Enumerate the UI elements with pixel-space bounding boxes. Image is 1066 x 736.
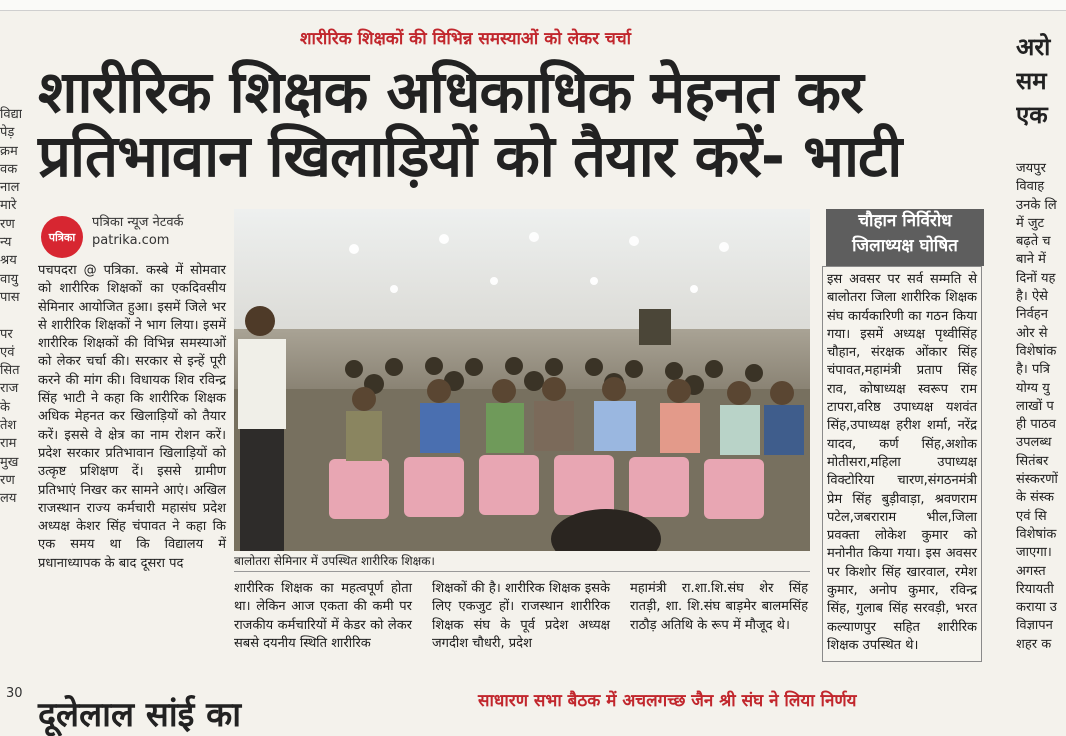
left-strip-line: वायु bbox=[0, 271, 19, 287]
article-body-row-col3: महामंत्री रा.शा.शि.संघ शेर सिंह रातड़ी, शा. शि.संघ बाड़मेर बालमसिंह राठौड़ अतिथि के रूप में मौजूद थे। bbox=[630, 581, 808, 633]
right-text-line: कराया उ bbox=[1016, 600, 1057, 616]
left-strip-line: सित bbox=[0, 363, 20, 379]
page-number: 30 bbox=[6, 686, 23, 701]
right-title-line: सम bbox=[1016, 67, 1047, 95]
right-text-line: विवाह bbox=[1016, 179, 1045, 195]
right-text-line: लाखों प bbox=[1016, 398, 1054, 414]
agency-name: पत्रिका न्यूज नेटवर्क bbox=[92, 215, 184, 230]
left-strip-line: रण bbox=[0, 472, 15, 488]
article-body-col1: पचपदरा @ पत्रिका. कस्बे में सोमवार को शारीरिक शिक्षकों का एकदिवसीय सेमिनार आयोजित हुआ। इसमें जिले भर से शारीरिक शिक्षकों ने भाग लिया। इसमें शारीरिक शिक्षकों की विभिन्न समस्याओं को लेकर चर्चा की। सरकार से इन्हें पूरी करने की मांग की। विधायक शिव रविन्द्र सिंह भाटी ने कहा कि शारीरिक शिक्षक अधिक मेहनत कर खिलाड़ियों को तैयार करें। इससे वे क्षेत्र का नाम रोशन करें। प्रदेश सरकार प्रतिभावान खिलाड़ियों को उत्कृष्ट प्रशिक्षण दें। इससे ग्रामीण प्रतिभाएं निखर कर सामने आएं। अखिल राजस्थान राज्य कर्मचारी महासंघ प्रदेश अध्यक्ष केशर सिंह चंपावत ने कहा कि एक समय था कि विद्यालय में प्रधानाध्यापक के बाद दूसरा पद bbox=[38, 263, 226, 571]
right-text-line: योग्य यु bbox=[1016, 380, 1050, 396]
left-column-fragment bbox=[0, 106, 22, 509]
left-strip-line: वक bbox=[0, 161, 18, 177]
right-text-line: एवं सि bbox=[1016, 508, 1047, 524]
sidebox-title: चौहान निर्विरोध जिलाध्यक्ष घोषित bbox=[826, 209, 984, 266]
left-strip-line: लय bbox=[0, 491, 17, 507]
agency-url: patrika.com bbox=[92, 233, 170, 248]
right-text-line: है। पत्रि bbox=[1016, 362, 1050, 378]
left-strip-line: श्रय bbox=[0, 253, 17, 269]
right-text-line: उपलब्ध bbox=[1016, 435, 1052, 451]
bottom-headline: साधारण सभा बैठक में अचलगच्छ जैन श्री संघ ने लिया निर्णय bbox=[478, 691, 857, 711]
left-strip-line: रण bbox=[0, 216, 15, 232]
right-text-line: उनके लि bbox=[1016, 197, 1057, 213]
right-text-line: में जुट bbox=[1016, 215, 1045, 231]
right-text-line: विशेषांक bbox=[1016, 526, 1057, 542]
left-strip-line: पेड़ bbox=[0, 125, 15, 141]
right-text-line: विज्ञापन bbox=[1016, 618, 1053, 634]
article-body-row-col2: शिक्षकों की है। शारीरिक शिक्षक इसके लिए एकजुट हों। राजस्थान शारीरिक शिक्षक संघ के पूर्व प्रदेश अध्यक्ष जगदीश चौधरी, प्रदेश bbox=[432, 581, 610, 651]
left-strip-line: राज bbox=[0, 381, 19, 397]
headline: शारीरिक शिक्षक अधिकाधिक मेहनत कर प्रतिभावान खिलाड़ियों को तैयार करें- भाटी bbox=[38, 58, 902, 190]
left-strip-line: तेश bbox=[0, 418, 17, 434]
right-text-line: दिनों यह bbox=[1016, 270, 1056, 286]
left-strip-line: विद्या bbox=[0, 107, 22, 122]
right-text-line: के संस्क bbox=[1016, 490, 1054, 506]
kicker: शारीरिक शिक्षकों की विभिन्न समस्याओं को लेकर चर्चा bbox=[300, 29, 632, 49]
patrika-logo: पत्रिका bbox=[41, 216, 83, 258]
left-strip-line: नाल bbox=[0, 180, 20, 196]
right-text-line: अगस्त bbox=[1016, 563, 1046, 579]
left-strip-line: राम bbox=[0, 436, 17, 452]
right-title-line: अरो bbox=[1016, 33, 1051, 61]
right-text-line: बढ़ते च bbox=[1016, 234, 1051, 250]
photo-caption: बालोतरा सेमिनार में उपस्थित शारीरिक शिक्षक। bbox=[234, 552, 810, 572]
right-text-line: विशेषांक bbox=[1016, 343, 1057, 359]
left-strip-line bbox=[0, 307, 22, 325]
agency-credit bbox=[92, 214, 184, 250]
right-text-line: जाएगा। bbox=[1016, 545, 1052, 561]
sidebox-body: इस अवसर पर सर्व सम्मति से बालोतरा जिला शारीरिक शिक्षक संघ कार्यकारिणी का गठन किया गया। इसमें अध्यक्ष पृथ्वीसिंह चौहान, संरक्षक ओंकार सिंह चंपावत,महामंत्री प्रताप सिंह राव, कोषाध्यक्ष स्वरूप राम टापरा,वरिष्ठ उपाध्यक्ष यशवंत सिंह,उपाध्यक्ष हरीश शर्मा, नरेंद्र यादव, कर्ण सिंह,अशोक मोतीसरा,महिला उपाध्यक्ष विक्टोरिया चारण,संगठनमंत्री प्रेम सिंह बुड़ीवाड़ा, श्रवणराम पटेल,जबराराम भील,जिला प्रवक्ता लोकेश कुमार को मनोनीत किया गया। इस अवसर पर किशोर सिंह खारवाल, रमेश कुमार, अनोप कुमार, रविन्द्र सिंह, गुलाब सिंह सरवड़ी, भरत कल्याणपुर सहित शारीरिक शिक्षक उपस्थित थे। bbox=[822, 266, 982, 662]
left-strip-line: मारे bbox=[0, 198, 17, 214]
right-column-fragment bbox=[1016, 30, 1066, 654]
right-text-line: संस्करणों bbox=[1016, 472, 1058, 488]
left-strip-line: एवं bbox=[0, 344, 15, 360]
right-text-line: जयपुर bbox=[1016, 161, 1046, 176]
left-strip-line: मुख bbox=[0, 454, 19, 470]
right-text-line: रियायती bbox=[1016, 581, 1054, 597]
right-text-line: ओर से bbox=[1016, 325, 1048, 341]
left-strip-line: के bbox=[0, 399, 10, 415]
left-strip-line: पास bbox=[0, 289, 20, 305]
article-body-row-col1: शारीरिक शिक्षक का महत्वपूर्ण होता था। लेकिन आज एकता की कमी पर राजकीय कर्मचारियों में केडर को लेकर सबसे दयनीय स्थिति शारीरिक bbox=[234, 581, 412, 651]
right-text-line: शहर क bbox=[1016, 636, 1052, 652]
seminar-photo bbox=[234, 209, 810, 551]
bottom-left-headline: दूलेलाल सांई का bbox=[38, 695, 242, 735]
right-text-line: है। ऐसे bbox=[1016, 289, 1048, 305]
left-strip-line: न्य bbox=[0, 235, 12, 251]
right-text-line: ही पाठव bbox=[1016, 417, 1056, 433]
top-strip bbox=[0, 0, 1066, 11]
right-text-line: बाने में bbox=[1016, 252, 1046, 268]
right-text-line: सितंबर bbox=[1016, 453, 1049, 469]
left-strip-line: पर bbox=[0, 326, 13, 342]
right-text-line: निर्वहन bbox=[1016, 307, 1048, 323]
left-strip-line: क्रम bbox=[0, 143, 18, 159]
right-title-line: एक bbox=[1016, 101, 1048, 129]
